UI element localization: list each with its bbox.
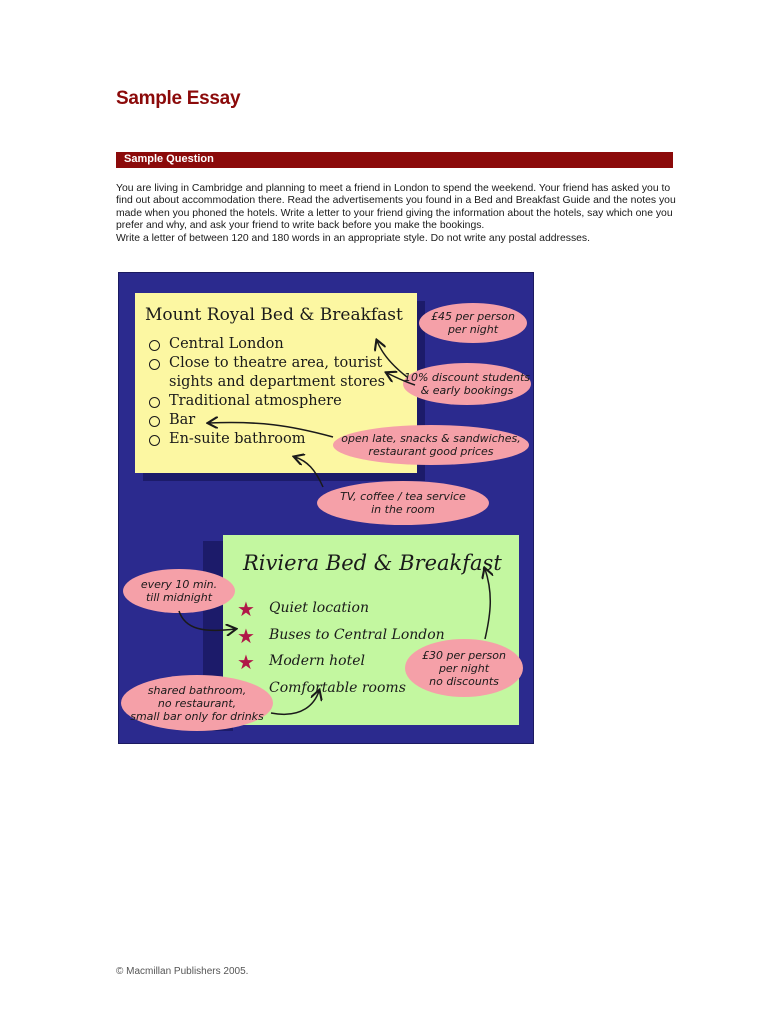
page-title: Sample Essay bbox=[116, 88, 241, 109]
feature-label: Central London bbox=[169, 336, 284, 352]
star-icon: ★ bbox=[237, 597, 255, 621]
list-item bbox=[237, 622, 445, 649]
list-item bbox=[237, 595, 445, 622]
circle-bullet-icon bbox=[149, 416, 160, 427]
riviera-title: Riviera Bed & Breakfast bbox=[243, 551, 502, 575]
list-item bbox=[147, 335, 385, 354]
question-instruction: Write a letter of between 120 and 180 words in an appropriate style. Do not write any postal addresses. bbox=[116, 232, 591, 244]
question-paragraph: You are living in Cambridge and planning to meet a friend in London to spend the weekend. Your friend has asked you to find out about accommodation there. Read the advertisements you found in a Bed and Breakfast Guide and the notes you made when you phoned the hotels. Write a letter to your friend giving the information about the hotels, say which one you prefer and why, and ask your friend to write back before you make the bookings. bbox=[116, 183, 676, 232]
feature-label: Quiet location bbox=[269, 600, 369, 616]
circle-bullet-icon bbox=[149, 359, 160, 370]
list-item bbox=[147, 411, 385, 430]
list-item-continuation bbox=[147, 373, 385, 392]
section-header-label: Sample Question bbox=[124, 153, 214, 165]
list-item bbox=[147, 354, 385, 373]
question-text-block bbox=[116, 183, 676, 245]
feature-label: Comfortable rooms bbox=[269, 679, 406, 696]
feature-label: Buses to Central London bbox=[269, 626, 445, 643]
note-mount-royal-bar: open late, snacks & sandwiches, restaurant good prices bbox=[333, 425, 529, 465]
feature-label: Traditional atmosphere bbox=[169, 393, 342, 409]
feature-label: Modern hotel bbox=[269, 653, 366, 669]
circle-bullet-icon bbox=[149, 435, 160, 446]
note-riviera-price: £30 per person per night no discounts bbox=[405, 639, 523, 697]
circle-bullet-icon bbox=[149, 340, 160, 351]
feature-label: Bar bbox=[169, 412, 196, 428]
hotel-advertisements-illustration bbox=[118, 272, 534, 744]
note-mount-royal-discount: 10% discount students & early bookings bbox=[403, 363, 531, 405]
feature-label: sights and department stores bbox=[169, 374, 386, 390]
section-header-bar bbox=[116, 152, 673, 168]
note-mount-royal-price: £45 per person per night bbox=[419, 303, 527, 343]
note-riviera-buses: every 10 min. till midnight bbox=[123, 569, 235, 613]
star-icon: ★ bbox=[237, 623, 255, 648]
mount-royal-title: Mount Royal Bed & Breakfast bbox=[145, 305, 403, 325]
star-icon: ★ bbox=[237, 650, 255, 674]
riviera-features bbox=[237, 595, 445, 701]
feature-label: En-suite bathroom bbox=[169, 431, 306, 447]
circle-bullet-icon bbox=[149, 397, 160, 408]
list-item bbox=[147, 392, 385, 411]
feature-label: Close to theatre area, tourist bbox=[169, 355, 383, 371]
note-riviera-rooms: shared bathroom, no restaurant, small bar only for drinks bbox=[121, 675, 273, 731]
copyright-footer: © Macmillan Publishers 2005. bbox=[116, 966, 249, 977]
note-mount-royal-room: TV, coffee / tea service in the room bbox=[317, 481, 489, 525]
